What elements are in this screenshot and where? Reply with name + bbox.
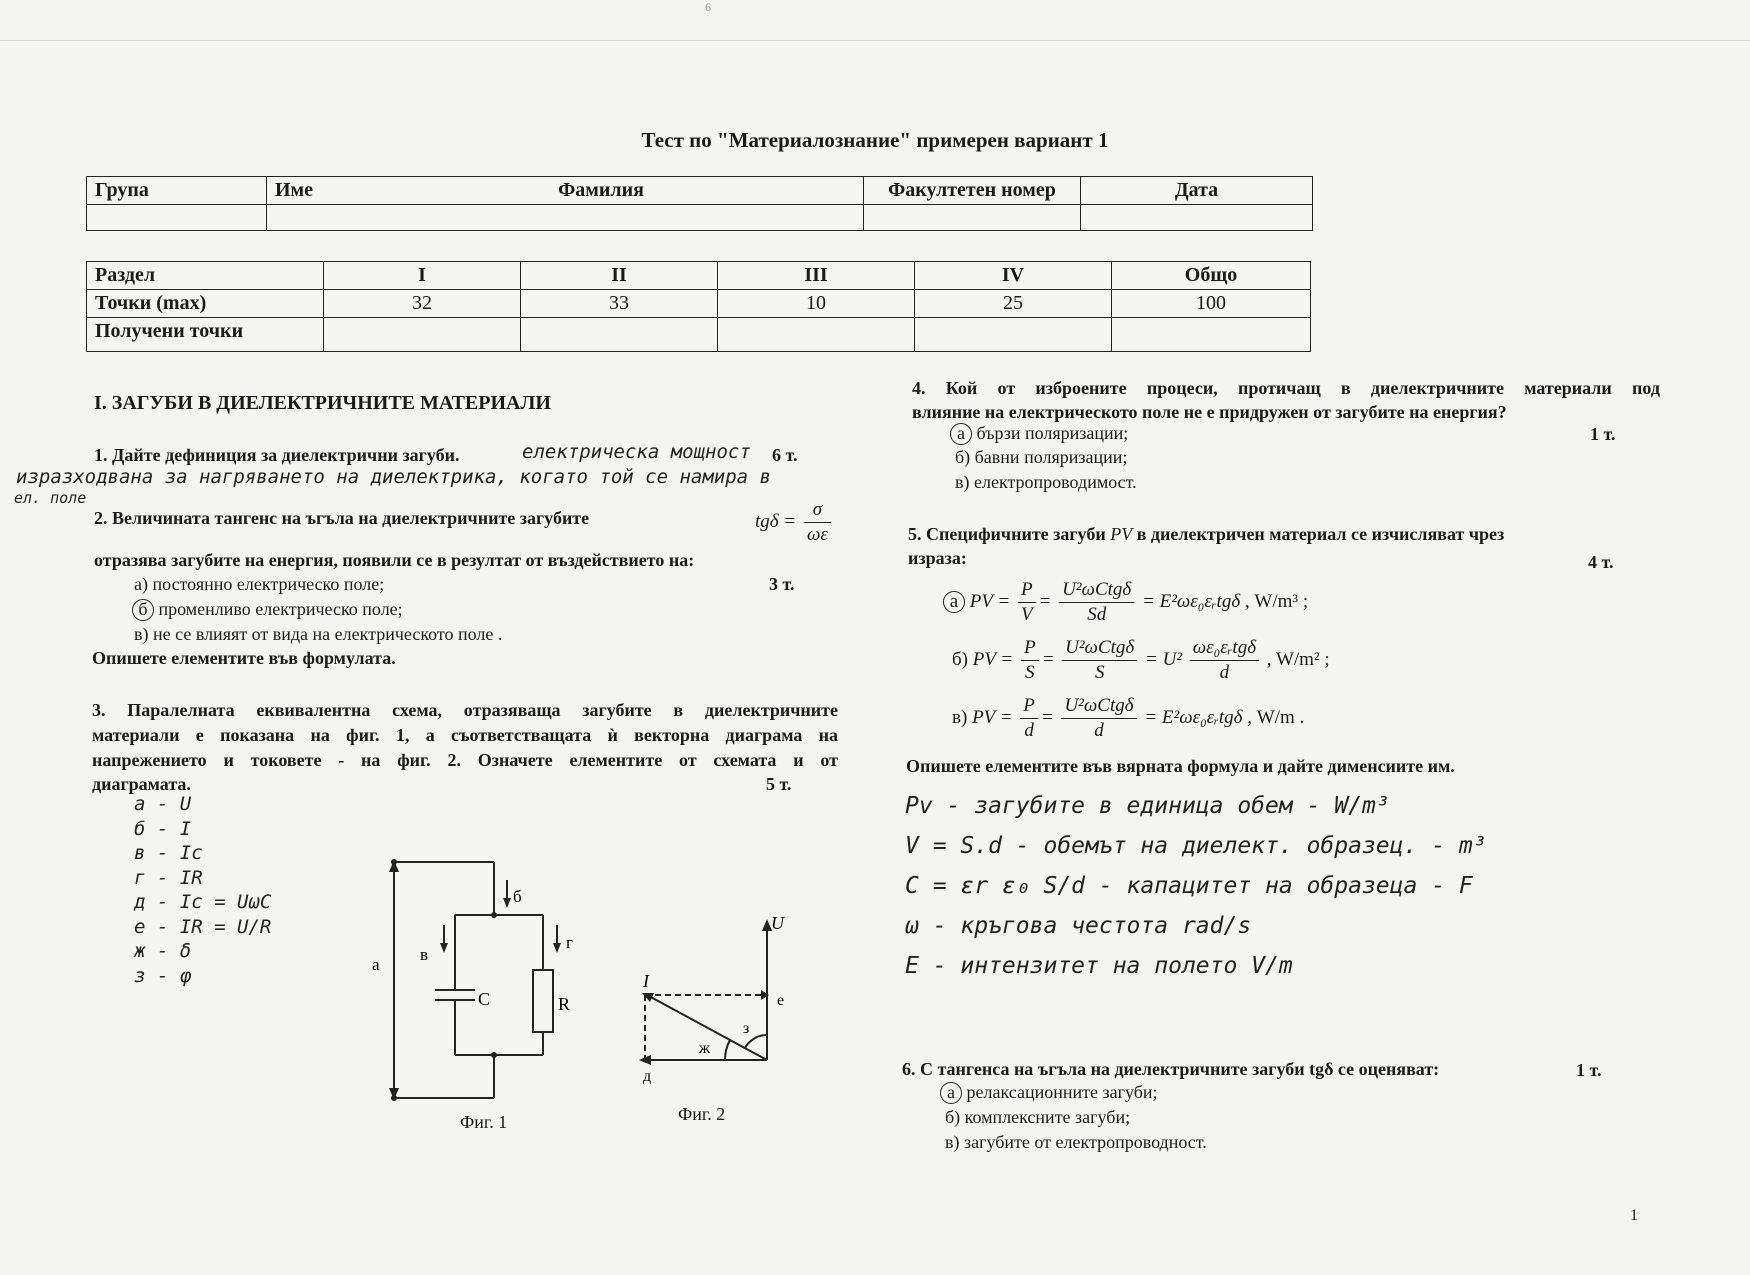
q2-option-a[interactable]: а) постоянно електрическо поле; [134, 574, 385, 594]
q5-fb-f1d: S [1025, 662, 1035, 683]
q5-fb-lhs: PV = [972, 648, 1014, 670]
score-col-3: III [718, 262, 915, 290]
q4-option-a-label: бързи поляризации; [972, 423, 1129, 443]
faculty-number-field[interactable] [864, 205, 1081, 231]
q1-answer-line1: електрическа мощност [522, 441, 751, 463]
q6-option-a[interactable] [940, 1080, 1158, 1104]
q1-text: 1. Дайте дефиниция за диелектрични загуби. [94, 445, 460, 465]
q4-option-a[interactable] [950, 421, 1128, 445]
q2-formula-den: ωε [806, 524, 828, 545]
score-col-4: IV [915, 262, 1112, 290]
date-field[interactable] [1081, 205, 1313, 231]
surname-label: Фамилия [558, 179, 644, 201]
q2-text-end: отразява загубите на енергия, появили се в резултат от въздействието на: [94, 550, 695, 570]
q5-fa-f1d: V [1020, 604, 1033, 625]
q2-option-c[interactable]: в) не се влияят от вида на електрическото поле . [134, 624, 503, 644]
q5-fa-rhs: = E²ωε₀εᵣtgδ , [1142, 590, 1250, 612]
max-points-1: 32 [324, 290, 521, 318]
group-field[interactable] [87, 205, 267, 231]
q5-fa-f1n: P [1018, 578, 1036, 603]
page-edge [0, 40, 1750, 41]
q3-line2: материали е показана на фиг. 1, а съответстващата ѝ векторна диаграма на [92, 725, 838, 745]
corner-mark: 6 [705, 0, 711, 14]
q2-formula-fraction [804, 498, 831, 547]
q3-answers [134, 792, 271, 988]
q5-pv-symbol: PV [1110, 524, 1133, 544]
q4-points: 1 т. [1590, 424, 1616, 444]
fig1-label-v: в [420, 945, 429, 964]
fig2-label-zh: ж [699, 1040, 711, 1057]
fig1-label-c: C [478, 989, 491, 1009]
max-points-4: 25 [915, 290, 1112, 318]
q5-fb-frac2 [1062, 636, 1137, 685]
score-col-total: Общо [1112, 262, 1311, 290]
q1-answer-line3: ел. поле [14, 489, 87, 507]
q2-option-b[interactable] [132, 597, 403, 621]
q5-fb-frac3 [1190, 636, 1259, 685]
q3-answer-v: в - Ic [134, 842, 203, 864]
q5-fc-f2n: U²ωCtgδ [1061, 694, 1136, 719]
max-points-3: 10 [718, 290, 915, 318]
faculty-number-header: Факултетен номер [864, 177, 1081, 205]
name-header [267, 177, 864, 205]
q1-answer-line2: изразходвана за нагряването на диелектрика, когато той се намира в [16, 466, 771, 488]
score-col-2: II [521, 262, 718, 290]
q5-answers [905, 786, 1487, 986]
q5-fa-frac2 [1059, 578, 1134, 627]
q5-fb-f1n: P [1021, 636, 1039, 661]
q2-selected-mark: б [132, 599, 154, 621]
q5-line2: израза: [908, 548, 967, 568]
q3-answer-e: е - IR = U/R [134, 915, 272, 938]
section-label: Раздел [87, 262, 324, 290]
q5-fb-rhs-fd: d [1219, 662, 1230, 683]
q4-selected-mark: а [950, 423, 972, 445]
section-heading: I. ЗАГУБИ В ДИЕЛЕКТРИЧНИТЕ МАТЕРИАЛИ [94, 392, 551, 414]
received-label: Получени точки [87, 318, 324, 352]
received-field-total[interactable] [1112, 318, 1311, 352]
q1-points: 6 т. [772, 445, 798, 465]
q5-fb-frac1 [1021, 636, 1039, 685]
q5-fc-f2d: d [1094, 720, 1104, 741]
fig2-label-z: з [743, 1020, 750, 1037]
fig2-vector-diagram [625, 905, 805, 1095]
q2-points: 3 т. [769, 574, 795, 594]
q3-answer-a: а - U [134, 793, 192, 815]
max-label: Точки (max) [87, 290, 324, 318]
q5-answer-e: E - интензитет на полето V/m [905, 953, 1293, 979]
fig2-label-i: I [643, 971, 649, 991]
q5-fc-rhs: = E²ωε₀εᵣtgδ , [1144, 706, 1252, 728]
q6-selected-mark: а [940, 1082, 962, 1104]
fig2-label-d: д [643, 1068, 652, 1085]
q5-fa-lhs: PV = [969, 590, 1011, 612]
fig1-label-a: а [372, 955, 380, 974]
q5-points: 4 т. [1588, 552, 1614, 572]
q5-fa-frac1 [1018, 578, 1036, 627]
page-number: 1 [1630, 1207, 1638, 1224]
q5-fb-rhs: = U² [1145, 648, 1183, 670]
name-label: Име [275, 179, 314, 201]
q5-fb-f2d: S [1094, 662, 1105, 683]
fig1-label-g: г [566, 933, 573, 952]
q5-line1-a: 5. Специфичните загуби [908, 524, 1106, 544]
q4-line2: влияние на електрическото поле не е придружен от загубите на енергия? [912, 402, 1507, 422]
q6-text: 6. С тангенса на ъгъла на диелектричните загуби tgδ се оценяват: [902, 1059, 1440, 1079]
received-field-3[interactable] [718, 318, 915, 352]
q5-fb-f2n: U²ωCtgδ [1062, 636, 1137, 661]
max-points-2: 33 [521, 290, 718, 318]
fig2-label-u: U [771, 913, 784, 933]
q5-fb-rhs-fn: ωε₀εᵣtgδ [1190, 636, 1259, 661]
q2-formula [755, 498, 834, 547]
q4-line1: 4. Кой от изброените процеси, протичащ в диелектричните материали под [912, 378, 1660, 398]
q5-answer-pv: Pv - загубите в единица обем - W/m³ [905, 793, 1390, 819]
q4-option-b[interactable]: б) бавни поляризации; [955, 447, 1128, 467]
fig2-caption: Фиг. 2 [678, 1104, 726, 1124]
q3-answer-g: г - IR [134, 866, 203, 889]
q5-answer-v: V = S.d - обемът на диелект. образец. - m³ [905, 833, 1487, 859]
q6-option-a-label: релаксационните загуби; [962, 1082, 1158, 1102]
fig1-label-r: R [558, 994, 571, 1014]
q3-line1: 3. Паралелната еквивалентна схема, отразяваща загубите в диелектричните [92, 700, 838, 720]
score-col-1: I [324, 262, 521, 290]
student-info-table [86, 176, 1313, 231]
q5-fc-prefix: в) [952, 706, 973, 728]
received-field-4[interactable] [915, 318, 1112, 352]
q3-line4: диаграмата. [92, 774, 191, 794]
q6-points: 1 т. [1576, 1060, 1602, 1080]
q5-describe: Опишете елементите във вярната формула и дайте дименсиите им. [906, 756, 1455, 776]
q3-answer-z: з - φ [134, 964, 192, 987]
q2-formula-lhs: tgδ = [755, 510, 797, 532]
q5-selected-mark: а [943, 591, 965, 613]
q2-option-b-label: променливо електрическо поле; [154, 599, 403, 619]
q6-option-b[interactable]: б) комплексните загуби; [945, 1107, 1131, 1127]
q3-answer-zh: ж - δ [134, 940, 192, 962]
q5-fa-unit: W/m³ ; [1254, 590, 1309, 612]
q3-answer-b: б - I [134, 817, 192, 840]
fig1-circuit-diagram [360, 850, 600, 1110]
received-field-1[interactable] [324, 318, 521, 352]
q5-formula-a[interactable]: а PV = $\frac{P}{V}$ = $\frac{\text{U²ωCtgδ}}{Sd}$ = E²ωε₀εᵣtgδ , W/m³ ; [943, 578, 1308, 627]
q5-fc-lhs: PV = [972, 706, 1013, 728]
fig2-label-e: е [777, 992, 785, 1009]
q5-fc-unit: W/m . [1256, 706, 1305, 728]
q5-fa-f2n: U²ωCtgδ [1059, 578, 1134, 603]
q4-option-c[interactable]: в) електропроводимост. [955, 472, 1137, 492]
q5-line1-b: в диелектричен материал се изчисляват чрез [1136, 524, 1505, 544]
fig1-label-b: б [513, 887, 522, 906]
q3-line3: напрежението и токовете - на фиг. 2. Означете елементите от схемата и от [92, 750, 838, 770]
date-header: Дата [1081, 177, 1313, 205]
q2-formula-num: σ [804, 498, 831, 523]
q5-fc-f1n: P [1020, 694, 1038, 719]
fig1-caption: Фиг. 1 [460, 1112, 508, 1132]
q5-fb-unit: , W/m² ; [1266, 648, 1330, 670]
q5-fc-frac1 [1020, 694, 1038, 743]
q5-formula-c[interactable]: в) PV = $\frac{P}{d}$ = $\frac{\text{U²ωCtgδ}}{d}$ = E²ωε₀εᵣtgδ , W/m . [952, 695, 1305, 741]
name-field[interactable] [267, 205, 864, 231]
q2-describe: Опишете елементите във формулата. [92, 648, 396, 668]
score-table [86, 261, 1311, 352]
q6-option-c[interactable]: в) загубите от електропроводност. [945, 1132, 1207, 1152]
q5-answer-omega: ω - кръгова честота rad/s [905, 913, 1252, 939]
max-points-total: 100 [1112, 290, 1311, 318]
page-title: Тест по "Материалознание" примерен вариант 1 [641, 128, 1109, 152]
group-header: Група [87, 177, 267, 205]
q5-fb-prefix: б) [952, 648, 973, 670]
q5-fa-f2d: Sd [1087, 604, 1107, 625]
q3-answer-d: д - Ic = UωC [134, 891, 272, 913]
q5-fc-frac2 [1061, 694, 1136, 743]
q3-points: 5 т. [766, 774, 792, 794]
q5-formula-b[interactable]: б) PV = $\frac{P}{S}$ = $\frac{\text{U²ωCtgδ}}{S}$ = U² $\frac{\text{ωε₀εᵣtgδ}}{d}$ , W/m² ; [952, 637, 1330, 683]
q5-line1 [908, 522, 1658, 546]
received-field-2[interactable] [521, 318, 718, 352]
q2-text-start: 2. Величината тангенс на ъгъла на диелектричните загубите [94, 508, 590, 528]
q5-fc-f1d: d [1024, 720, 1034, 741]
q5-answer-c: C = εr ε₀ S/d - капацитет на образеца - F [905, 873, 1473, 899]
